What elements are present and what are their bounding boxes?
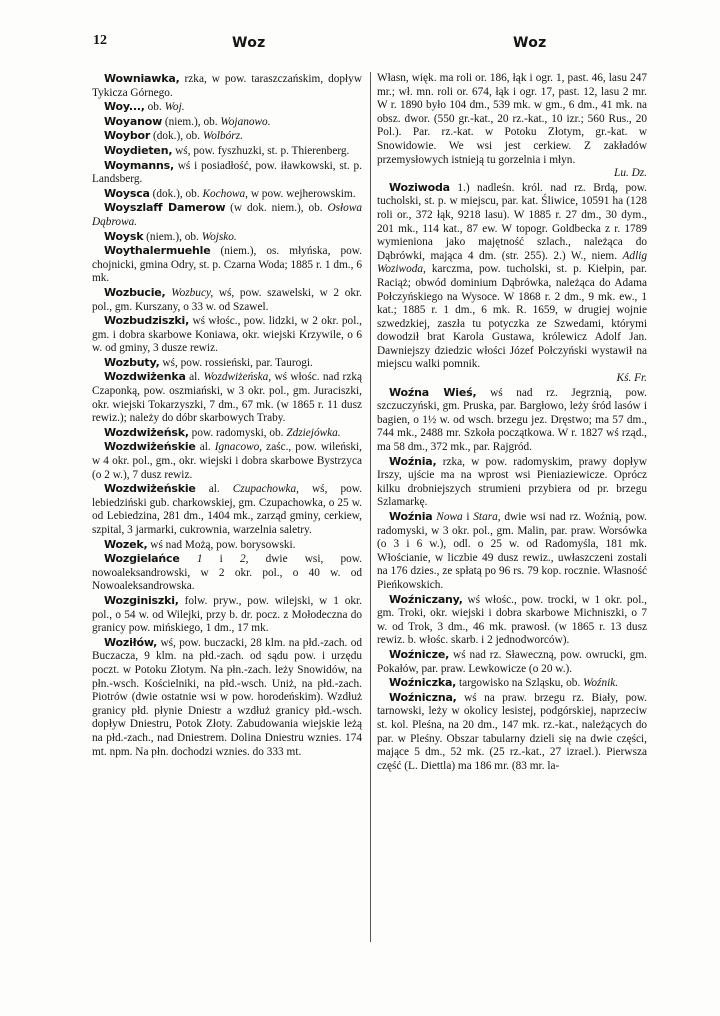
dictionary-entry (92, 426, 362, 441)
entry-headword: Woźniczka, (389, 676, 457, 690)
entry-text: wś nad rz. Jegrznią, pow. szczuczyński, gm. Pruska, par. Bargłowo, leży śród lasów i bagien, o 1½ w. od wsch. brzegu jez. Dręstwo; ma 57 dm., 744 mk., 2488 mr. Szkoła początkowa. W r. 1827 wś rząd., ma 58 dm., 372 mk., par. Rajgród. (377, 386, 647, 454)
dictionary-entry (377, 455, 647, 510)
entry-headword: Woźniczna, (389, 690, 457, 704)
entry-text: i (202, 553, 240, 566)
entry-text: al. (195, 441, 215, 454)
entry-headword: Wozdwiżenka (104, 370, 186, 384)
entry-text: (niem.), ob. (143, 230, 202, 243)
dictionary-entry (92, 159, 362, 187)
entry-text (180, 553, 197, 565)
entry-text: rzka, w pow. radomyskim, prawy dopływ Irszy, ujście ma na wprost wsi Pieniaziewicze. Oprócz kilku drobniejszych strumieni przybiera od pr. brzegu Szlamarkę. (377, 455, 647, 509)
dictionary-entry (377, 386, 647, 455)
entry-text: dwie wsi, pow. nowoaleksandrowski, w 2 okr. pol., o 40 w. od Nowoaleksandrowska. (92, 553, 363, 593)
running-head-right: Woz (513, 35, 547, 51)
entry-headword: Wozdwiżeńskie (104, 482, 196, 496)
entry-text: (dok.), ob. (150, 130, 203, 143)
page-number: 12 (93, 33, 107, 48)
entry-headword: Wowniawka, (104, 72, 180, 85)
entry-text: zaśc., pow. wileński, w 4 okr. pol., gm., okr. wiejski i dobra skarbowe Bystrzyca (o 2 w.), 7 dusz rewiz. (92, 441, 362, 481)
entry-italic: 2, (239, 553, 249, 566)
entry-headword: Woźniczany, (389, 592, 463, 606)
entry-italic: Osłowa Dąbrowa. (92, 202, 363, 228)
dictionary-entry (92, 482, 362, 537)
entry-text: (niem.), os. młyńska, pow. chojnicki, gmina Odry, st. p. Czarna Woda; 1885 r. 1 dm., 6 mk. (92, 245, 362, 285)
entry-text: (niem.), ob. (162, 115, 221, 128)
entry-text: wś włośc., pow. lidzki, w 2 okr. pol., gm. i dobra skarbowe Koniawa, okr. wiejski Krzywile, o 6 w. od gminy, 3 dusze rewiz. (92, 315, 362, 355)
dictionary-entry (92, 538, 362, 553)
entry-headword: Woźnicze, (389, 647, 450, 661)
entry-italic: Adlig Woziwoda, (377, 249, 647, 276)
entry-text: wś włośc. nad rzką Czaponką, pow. oszmiański, w 3 okr. pol., gm. Juraciszki, okr. wiejski Tokarzyszki, 7 dm., 67 mk. (w 1865 r. 11 dusz rewiz.); należy do dóbr skarbowych Traby. (92, 371, 362, 425)
entry-headword: Wozek, (104, 537, 148, 551)
dictionary-entry (377, 691, 647, 774)
entry-text: (dok.), ob. (149, 187, 203, 200)
entry-text: dwie wsi nad rz. Woźnią, pow. radomyski, w 3 okr. pol., gm. Malin, par. praw. Worsówka (o 3 i 6 w.), odl. o 25 w. od Radomyśla, 181 mk. Włościanie, w liczbie 49 dusz rewiz., uwłaszczeni zostali na 176 dzies., ze spłatą po 96 rs. 79 kop. rocznie. Własność Pieńkowskich. (377, 511, 647, 591)
left-column (92, 72, 362, 759)
dictionary-entry (92, 636, 362, 759)
dictionary-entry (377, 676, 647, 691)
entry-headword: Woy..., (104, 100, 145, 114)
entry-headword: Woyanow (104, 114, 163, 128)
entry-italic: Kochowa, (202, 187, 248, 200)
entry-text: wś, pow. szawelski, w 2 okr. pol., gm. Kurszany, o 33 w. od Szawel. (92, 286, 362, 313)
column-divider (370, 72, 371, 942)
entry-headword: Woźnia (389, 510, 433, 523)
entry-headword: Wozbuty, (104, 355, 160, 369)
entry-italic: Wolbórz. (202, 130, 243, 143)
dictionary-entry (92, 115, 362, 130)
dictionary-entry (92, 72, 362, 100)
entry-text: w pow. wejherowskim. (248, 187, 356, 200)
entry-italic: Woj. (164, 101, 185, 114)
entry-signature: Kś. Fr. (616, 372, 647, 385)
entry-text: folw. pryw., pow. wilejski, w 1 okr. pol., o 54 w. od Wilejki, przy b. dr. pocz. z Mołodeczna do granicy pow. mińskiego, 1 dm., 17 mk. (92, 594, 362, 635)
entry-headword: Woysca (104, 186, 150, 200)
entry-text: wś na praw. brzegu rz. Biały, pow. tarnowski, leży w okolicy lesistej, podgórskiej, naprzeciw st. kol. Pleśna, na 20 dm., 147 mk. rz.-kat., należących do par. w Pleśny. Obszar tabularny dzieli się na dwie części, mające 5 dm., 52 mk. (25 rz.-kat., 27 izrael.). Pierwsza część (L. Diettla) ma 186 mr. (83 mr. la- (377, 691, 647, 772)
dictionary-entry (92, 201, 362, 229)
entry-headword: Woźna Wieś, (389, 385, 477, 399)
dictionary-entry (92, 356, 362, 371)
dictionary-entry (92, 594, 362, 636)
entry-headword: Wozbucie, (104, 285, 166, 299)
entry-text: Własn, więk. ma roli or. 186, łąk i ogr. 1, past. 46, lasu 247 mr.; wł. mn. roli or. 674, łąk i ogr. 17, past. 12, lasu 2 mr. W r. 1890 było 104 dm., 539 mk. w gm., 6 dm., 41 mk. na obsz. dwor. (550 gr.-kat., 20 rz.-kat., 10 izr.; 560 Rus., 20 Pol.). Par. rz.-kat. w Potoku Złotym, gr.-kat. w Snowidowie. We wsi jest cerkiew. Z zakładów przemysłowych istnieją tu gorzelnia i młyn. (377, 72, 647, 166)
dictionary-entry (92, 370, 362, 425)
entry-text: rzka, w pow. taraszczańskim, dopływ Tykicza Górnego. (92, 73, 362, 99)
entry-text: wś, pow. rossieński, par. Taurogi. (159, 356, 313, 369)
entry-signature: Lu. Dz. (614, 167, 647, 180)
dictionary-entry (377, 72, 647, 181)
dictionary-entry (377, 181, 647, 386)
entry-text: wś, pow. buczacki, 28 klm. na płd.-zach. od Buczacza, 9 klm. na płd.-zach. od sądu pow. i urzędu poczt. w Potoku Złotym. Na płn.-zach. leży Snowidów, na płn.-wsch. Kościelniki, na płd.-wsch. Uniż, na płd.-zach. Piotrów (dwie ostatnie wsi w pow. horodeńskim). Wzdłuż granicy płd. płynie Dniestr a wzdłuż granicy płd.-wsch. dopływ Dniestru, Potok Złoty. Zabudowania wiejskie leżą na płd.-zach., nad Dniestrem. Dolina Dniestru wznies. 174 mt. npm. Na płn. dochodzi wznies. do 333 mt. (92, 636, 362, 758)
dictionary-entry (92, 552, 362, 594)
entry-text: al. (185, 371, 204, 384)
entry-text: ob. (144, 101, 165, 114)
entry-text: karczma, pow. tucholski, st. p. Kiełpin, par. Raciąż; obwód dominium Dąbrówka, należąca do Adama Połczyńskiego na Wysoce. W 1868 r. 2 dm., 9 mk. ew., 1 kat.; 1885 r. 1 dm., 6 mk. R. 1659, w drugiej wojnie szwedzkiej, zaszła tu potyczka ze Szwedami, którymi dowodził brat Karola Gustawa, królewicz Adolf Jan. Dawniejszy dziedzic włości Józef Połczyński wystawił na miejscu walki pomnik. (377, 263, 647, 371)
entry-headword: Woysk (104, 229, 144, 243)
entry-italic: Zdziejówka. (286, 426, 341, 439)
entry-headword: Wozbudziszki, (104, 314, 190, 328)
entry-headword: Woziwoda (389, 180, 450, 194)
entry-headword: Wozgielańce (104, 552, 180, 566)
entry-headword: Woythalermuehle (104, 244, 211, 258)
dictionary-entry (377, 510, 647, 593)
entry-text: targowisko na Szląsku, ob. (456, 677, 584, 690)
dictionary-entry (92, 440, 362, 482)
dictionary-entry (92, 314, 362, 356)
dictionary-entry (377, 593, 647, 648)
dictionary-entry (92, 230, 362, 245)
entry-headword: Wozginiszki, (104, 593, 179, 607)
entry-italic: Wozbucy, (171, 286, 214, 299)
entry-italic: Czupachowka, (232, 483, 299, 496)
entry-italic: Ignacowo, (214, 441, 263, 454)
dictionary-entry (92, 187, 362, 202)
entry-headword: Wozdwiżeńsk, (104, 425, 189, 439)
entry-text: wś, pow. lebiedziński gub. charkowskiej, gm. Czupachowka, o 25 w. od Lebiedzina, 281 dm., 1404 mk., zarząd gminy, cerkiew, szpital, 3 jarmarki, cukrownia, warzelnia saletry. (92, 483, 362, 536)
entry-italic: Nowa (436, 511, 463, 523)
entry-italic: Wojanowo. (220, 115, 271, 128)
entry-headword: Woziłów, (104, 635, 158, 649)
entry-text: al. (195, 483, 233, 496)
entry-text: wś i posiadłość, pow. iławkowski, st. p. Landsberg. (92, 159, 362, 186)
entry-text: pow. radomyski, ob. (188, 426, 287, 439)
entry-headword: Woźnia, (389, 454, 437, 468)
entry-text: wś nad Możą, pow. borysowski. (147, 538, 296, 551)
entry-italic: Wojsko. (201, 230, 237, 243)
entry-italic: Wozdwiżeńska, (203, 371, 272, 384)
entry-text: i (462, 511, 474, 523)
entry-italic: 1 (196, 553, 203, 566)
entry-text: wś włośc., pow. trocki, w 1 okr. pol., gm. Troki, okr. wiejski i dobra skarbowe Michniszki, o 7 w. od Trok, 3 dm., 46 mk. prawosł. (w 1865 r. 13 dusz rewiz. b. włośc. skarb. i 2 jednodworców). (377, 593, 647, 647)
dictionary-entry (92, 244, 362, 286)
right-column (377, 72, 647, 773)
entry-headword: Woybor (104, 129, 151, 143)
entry-text: wś, pow. fyszhuzki, st. p. Thierenberg. (172, 144, 350, 157)
entry-headword: Woymanns, (104, 158, 174, 172)
entry-text: wś nad rz. Sławeczną, pow. owrucki, gm. Pokałów, par. praw. Lewkowicze (o 20 w.). (377, 648, 647, 675)
dictionary-entry (92, 129, 362, 144)
entry-headword: Woydieten, (104, 143, 173, 157)
entry-headword: Wozdwiżeńskie (104, 440, 196, 454)
entry-headword: Woyszlaff Damerow (104, 201, 226, 215)
running-head-left: Woz (232, 35, 266, 51)
entry-italic: Woźnik. (583, 677, 619, 690)
entry-italic: Stara, (473, 511, 501, 523)
dictionary-entry (92, 100, 362, 115)
entry-text: (w dok. niem.), ob. (225, 202, 328, 215)
dictionary-entry (92, 286, 362, 314)
dictionary-entry (377, 648, 647, 676)
dictionary-entry (92, 144, 362, 159)
entry-text: 1.) nadleśn. król. nad rz. Brdą, pow. tucholski, st. p. w miejscu, par. kat. Śliwice, 10591 ha (128 roli or., 372 łąk, 9218 lasu). W 1885 r. 27 dm., 30 dym., 201 mk., 114 kat., 87 ew. W topogr. Goldbecka z r. 1789 wymieniona jako majętność szlach., należąca do Dąbrówki, mająca 4 dm. (str. 255). 2.) W., niem. (377, 181, 647, 262)
